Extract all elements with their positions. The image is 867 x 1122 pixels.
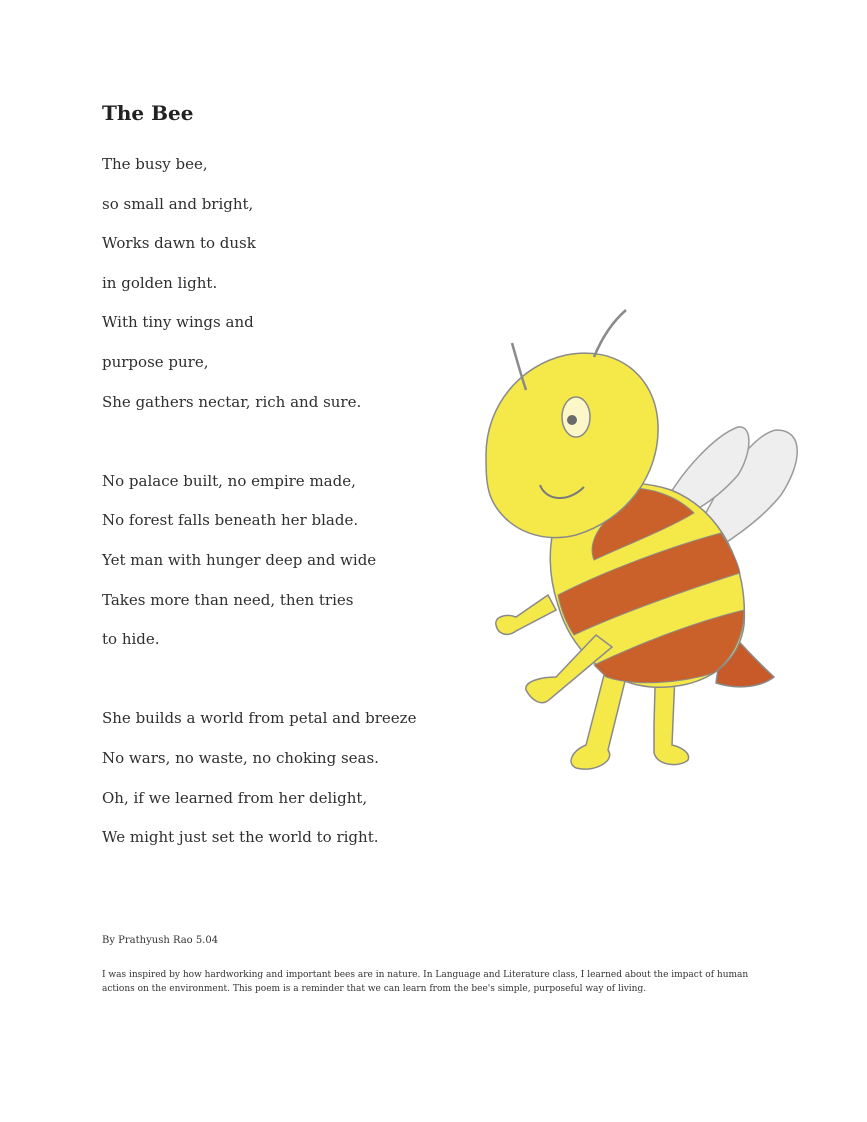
bee-pupil <box>567 415 577 425</box>
poem-line: No wars, no waste, no choking seas. <box>102 748 379 767</box>
stanza-1 <box>102 145 482 422</box>
stanza-3 <box>102 699 482 857</box>
bee-left-arm <box>496 595 556 634</box>
poem-line: She builds a world from petal and breeze <box>102 709 417 728</box>
poem-line: We might just set the world to right. <box>102 828 379 847</box>
poem-line: Takes more than need, then tries <box>102 590 354 609</box>
stanza-gap <box>102 660 482 700</box>
poem-line: No forest falls beneath her blade. <box>102 511 359 530</box>
poem-line: She gathers nectar, rich and sure. <box>102 392 362 411</box>
stanza-gap <box>102 422 482 462</box>
stanza-2 <box>102 462 482 660</box>
poem-line: Works dawn to dusk <box>102 234 256 253</box>
poem-line: With tiny wings and <box>102 313 254 332</box>
poem-line: so small and bright, <box>102 194 254 213</box>
poem-line: Yet man with hunger deep and wide <box>102 550 377 569</box>
author-byline: By Prathyush Rao 5.04 <box>102 935 219 946</box>
poem-line: in golden light. <box>102 273 218 292</box>
poem-body <box>102 145 482 858</box>
poem-line: purpose pure, <box>102 352 209 371</box>
author-note: I was inspired by how hardworking and important bees are in nature. In Language and Literature class, I learned about the impact of human actions on the environment. This poem is a reminder that we can learn from the bee's simple, purposeful way of living. <box>102 970 749 994</box>
poem-line: to hide. <box>102 630 160 649</box>
poem-line: No palace built, no empire made, <box>102 471 356 490</box>
poem-line: Oh, if we learned from her delight, <box>102 788 368 807</box>
bee-antenna-right <box>594 310 626 357</box>
bee-front-leg <box>571 675 626 769</box>
poem-line: The busy bee, <box>102 155 208 173</box>
bee-drawing <box>476 305 811 785</box>
poem-title: The Bee <box>102 101 194 125</box>
